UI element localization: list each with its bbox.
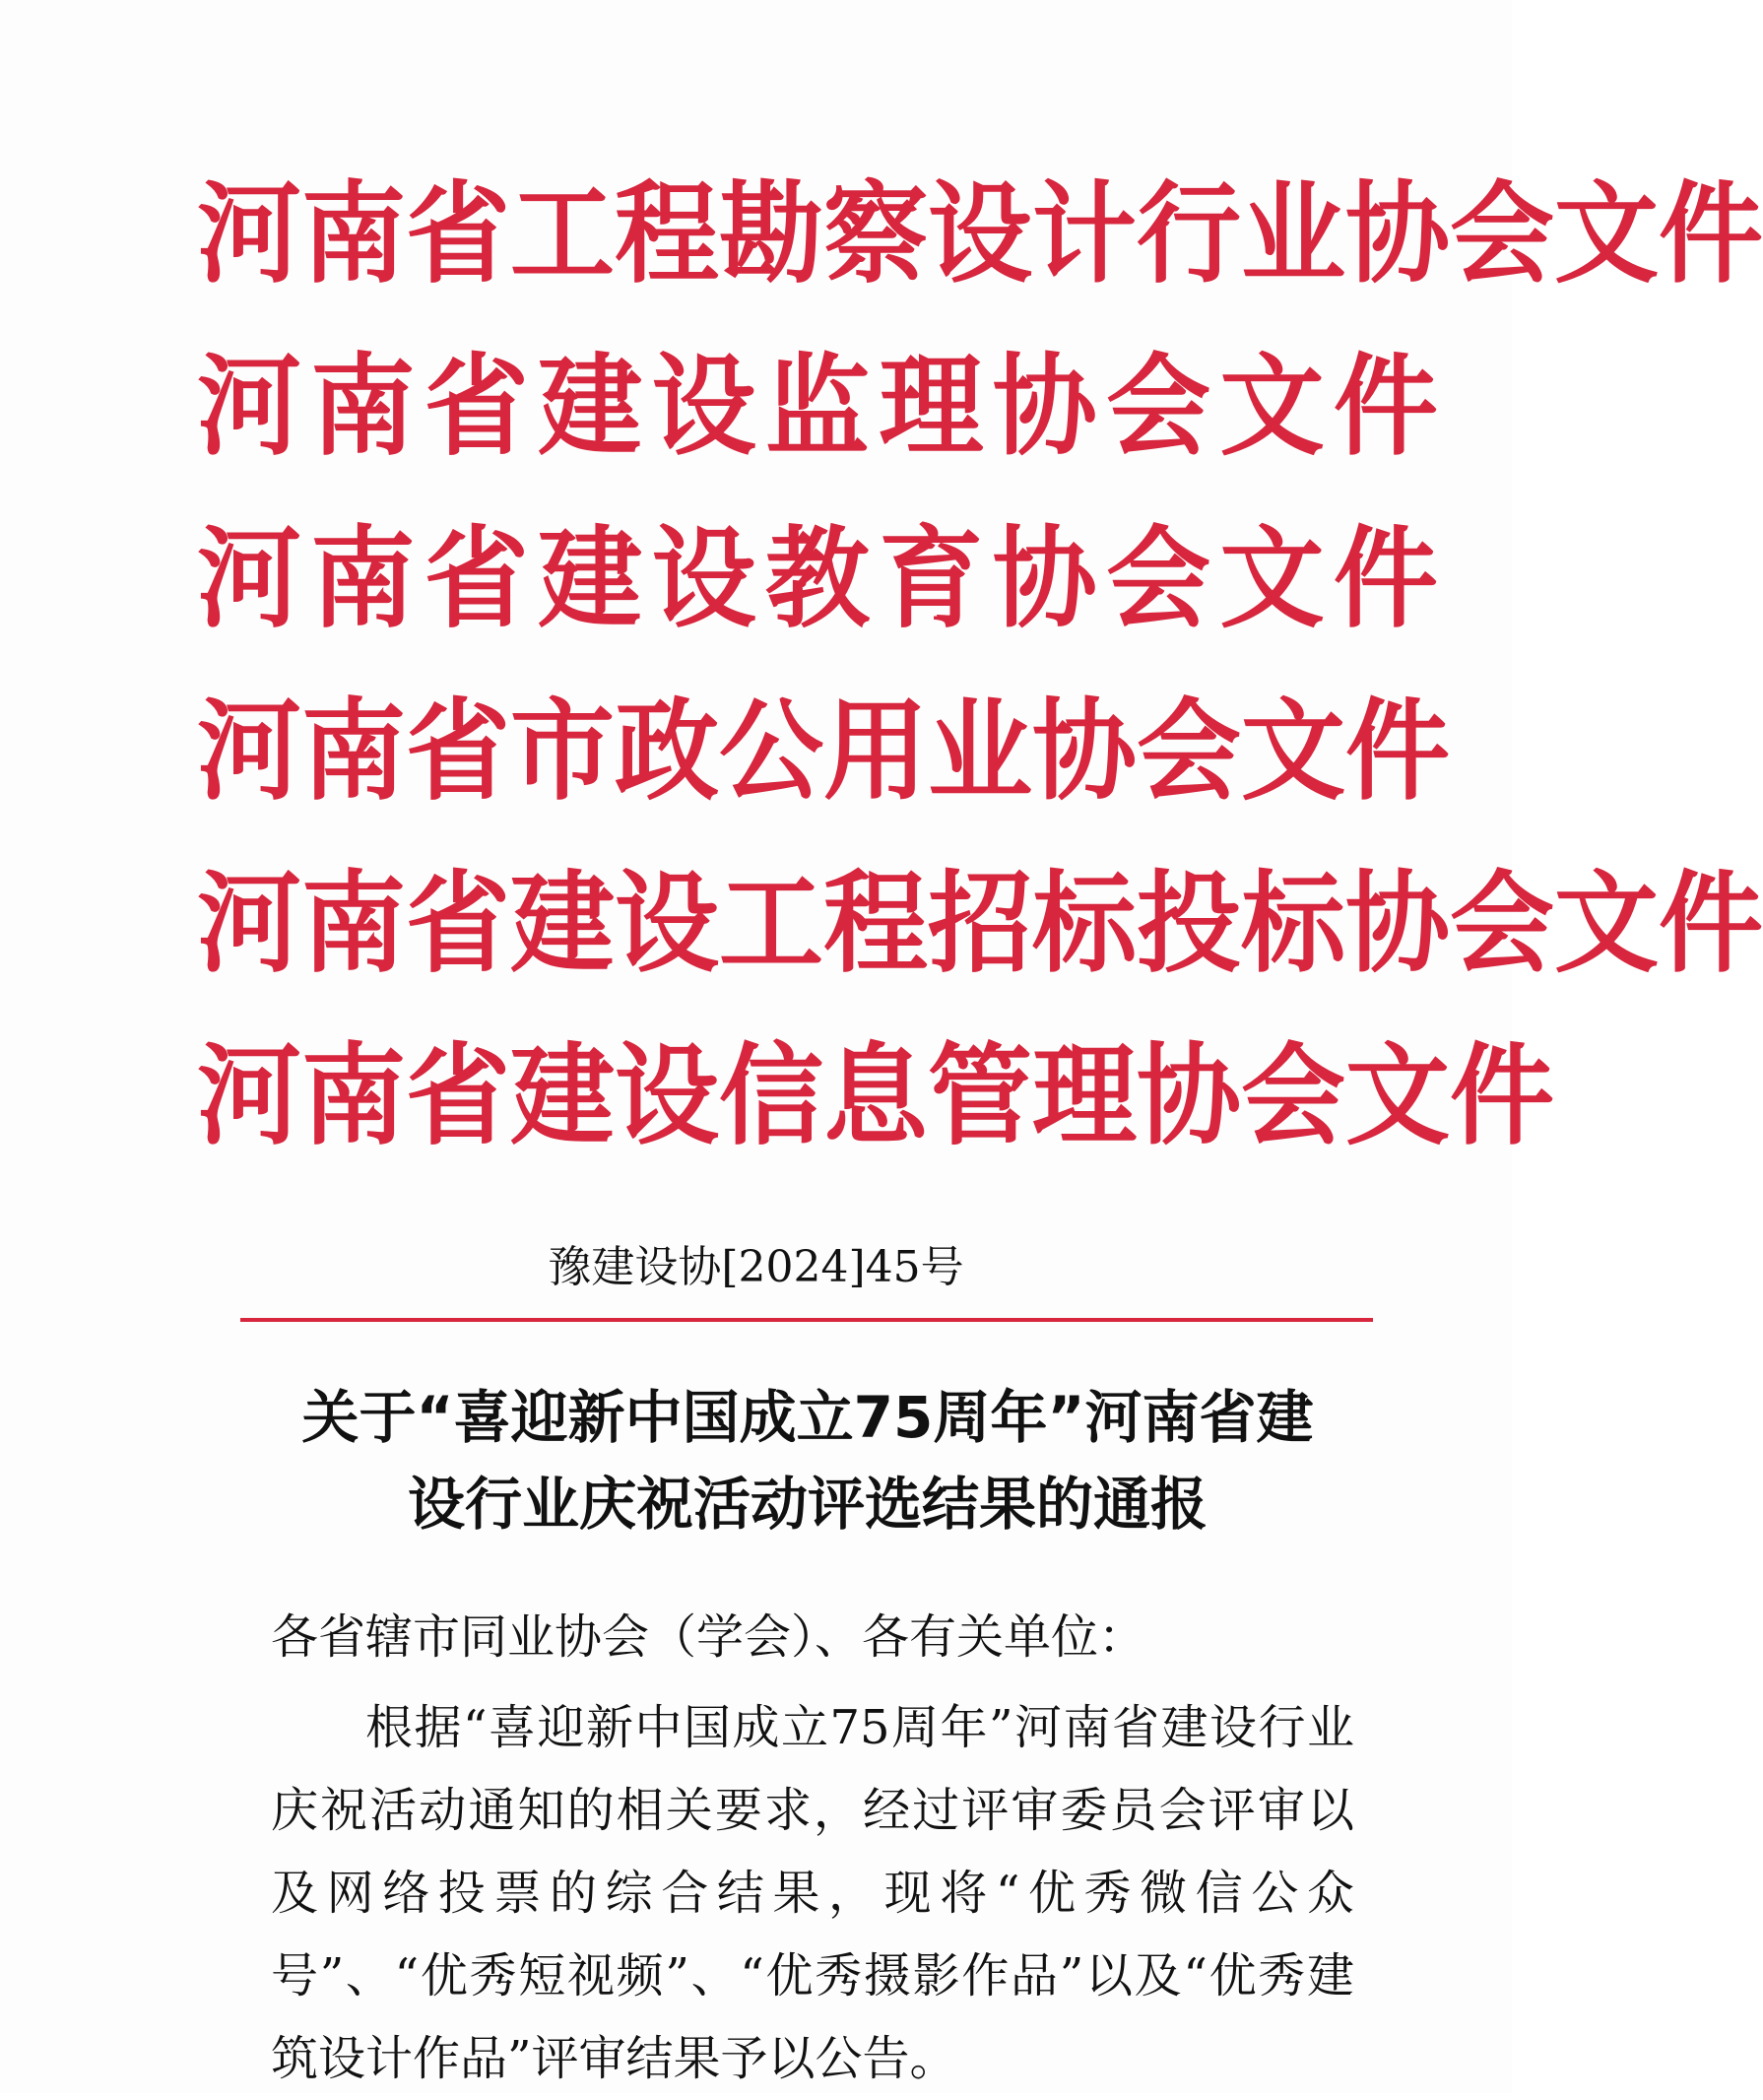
org-header-bidding: 河 南 省 建 设 工 程 招 标 投 标 协 会 文 件 (197, 859, 1763, 987)
document-title (236, 1374, 1379, 1547)
title-line-1: 关于“喜迎新中国成立75周年”河南省建 (301, 1384, 1314, 1451)
org-header-education: 河 南 省 建 设 教 育 协 会 文 件 (197, 514, 1438, 642)
org-header-municipal: 河 南 省 市 政 公 用 业 协 会 文 件 (197, 687, 1450, 815)
org-header-information: 河 南 省 建 设 信 息 管 理 协 会 文 件 (197, 1031, 1554, 1159)
org-header-supervision: 河 南 省 建 设 监 理 协 会 文 件 (197, 342, 1438, 470)
document-number: 豫建设协[2024]45号 (548, 1242, 964, 1292)
title-line-2: 设行业庆祝活动评选结果的通报 (407, 1471, 1208, 1538)
body-paragraph: 根据“喜迎新中国成立75周年”河南省建设行业庆祝活动通知的相关要求，经过评审委员会评审以及网络投票的综合结果，现将“优秀微信公众号”、“优秀短视频”、“优秀摄影作品”以及“优秀建筑设计作品”评审结果予以公告。 (271, 1700, 1354, 2086)
red-divider (240, 1318, 1373, 1322)
org-header-engineering-survey: 河 南 省 工 程 勘 察 设 计 行 业 协 会 文 件 (197, 169, 1763, 297)
salutation: 各省辖市同业协会（学会）、各有关单位： (271, 1609, 1146, 1665)
org-header-group (197, 148, 1763, 1182)
document-body (271, 1596, 1354, 2100)
